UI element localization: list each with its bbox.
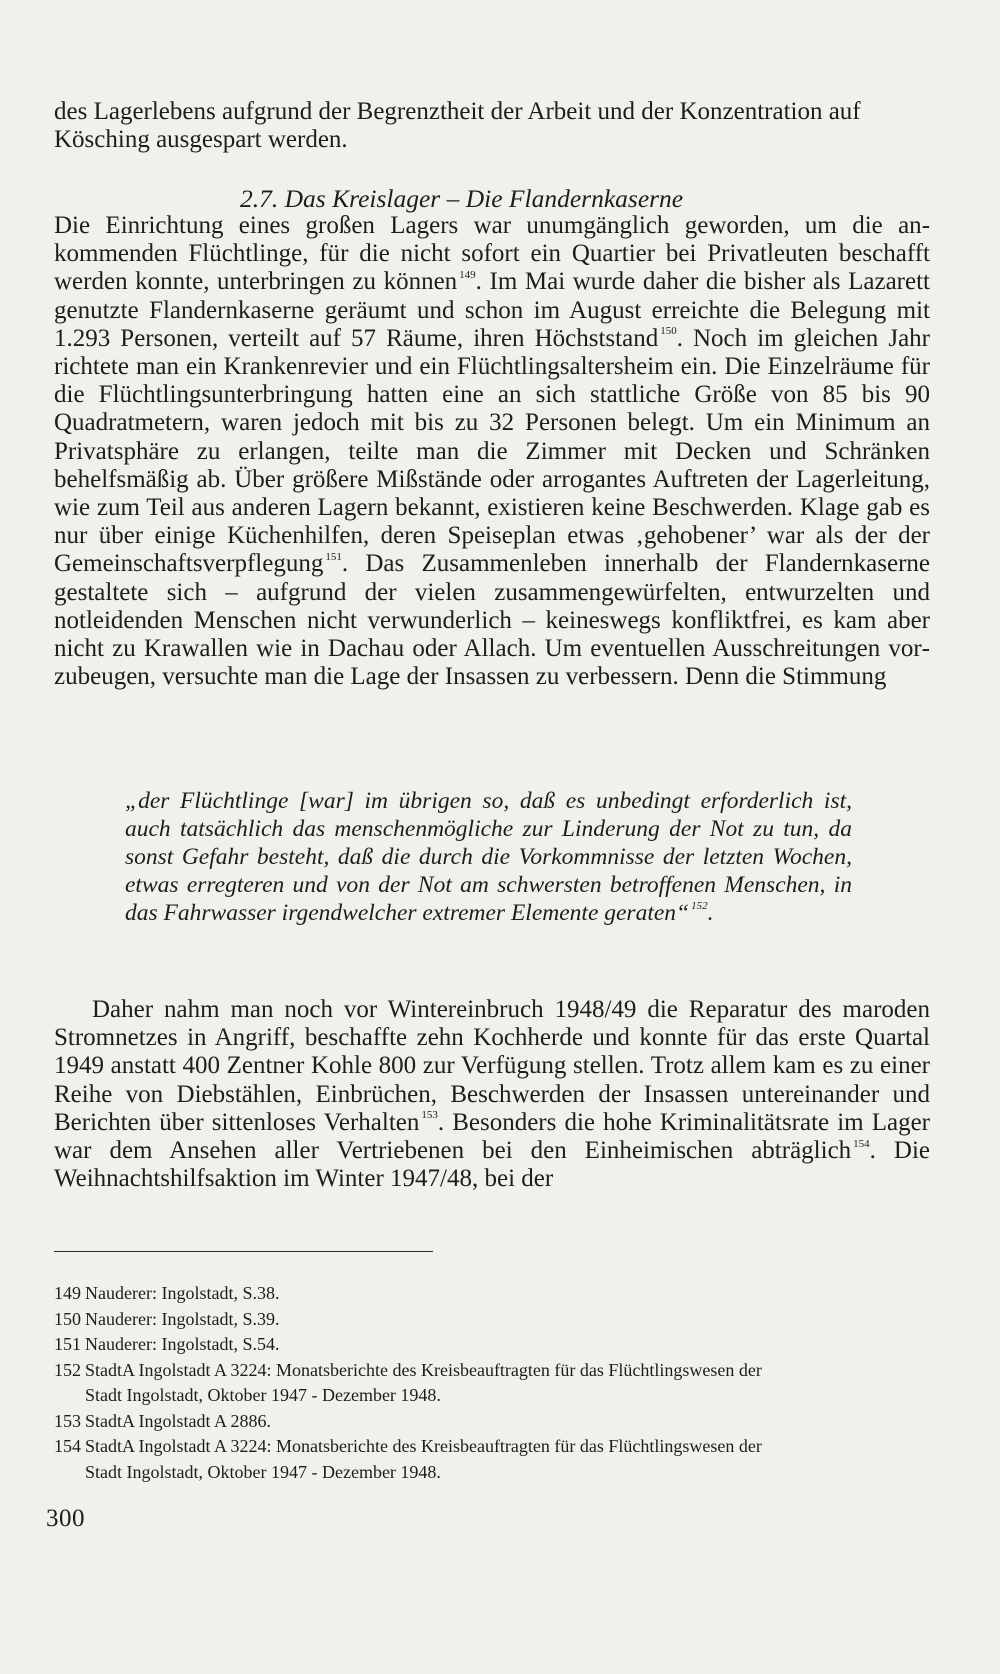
footnote-ref-150: 150 (660, 325, 677, 338)
main-text-1: Die Einrichtung eines großen Lagers war unumgänglich geworden, um die ankommenden Flüchtlinge, für die nicht sofort ein Quartier bei Privatleuten beschafft werden konnte, unterbringen zu können (54, 212, 930, 296)
continued-paragraph (54, 98, 930, 154)
footnote-item (54, 1332, 934, 1358)
block-quote (125, 787, 852, 927)
footnote-ref-154: 154 (853, 1137, 870, 1150)
following-text-1: Daher nahm man noch vor Wintereinbruch 1948/49 die Reparatur des maroden Stromnetzes in Angriff, beschaffte zehn Kochherde und konnte für das erste Quartal 1949 anstatt 400 Zentner Kohle 800 zur Verfügung stellen. Trotz allem kam es zu einer Reihe von Diebstählen, Einbrüchen, Beschwerden der Insassen untereinander und Berichten über sittenloses Verhalten (54, 996, 930, 1136)
following-text-2: . Besonders die hohe Kriminalitätsrate im Lager war dem Ansehen aller Vertriebenen bei den Einheimischen abträglich (54, 1108, 930, 1165)
footnote-number: 149 (54, 1283, 81, 1303)
continued-line-2: Kösching ausgespart werden. (54, 126, 348, 154)
footnote-divider (54, 1251, 433, 1252)
main-text-2: . Im Mai wurde daher die bisher als Lazarett genutzte Flandernkaserne geräumt und schon im August erreichte die Belegung mit 1.293 Personen, verteilt auf 57 Räume, ihren Höchststand (54, 268, 930, 352)
footnote-text: Nauderer: Ingolstadt, S.54. (85, 1334, 280, 1354)
footnote-item (54, 1409, 934, 1435)
footnote-text-continued: Stadt Ingolstadt, Oktober 1947 - Dezember 1948. (85, 1461, 441, 1482)
following-text-3: . Die Weihnachtshilfsaktion im Winter 1947/48, bei der (54, 1137, 930, 1193)
page-number: 300 (46, 1505, 85, 1532)
footnote-text: StadtA Ingolstadt A 3224: Monatsberichte des Kreisbeauftragten für das Flüchtlingswesen der (85, 1436, 762, 1456)
quote-end: . (707, 900, 714, 926)
footnote-number: 150 (54, 1308, 81, 1329)
footnote-text: StadtA Ingolstadt A 3224: Monatsberichte des Kreisbeauftragten für das Flüchtlingswesen der (85, 1359, 762, 1380)
footnote-item (54, 1307, 934, 1333)
main-text-3: . Noch im gleichen Jahr richtete man ein Krankenrevier und ein Flüchtlingsaltersheim ein. Die Einzelräume für die Flüchtlingsunterbringung hatten eine an sich stattliche Größe von 85 bis 90 Quadratmetern, waren jedoch mit bis zu 32 Personen belegt. Um ein Minimum an Privatsphäre zu erlangen, teilte man die Zimmer mit Decken und Schränken behelfsmäßig ab. Über größere Mißstände oder arrogantes Auftreten der Lagerleitung, wie zum Teil aus anderen Lagern bekannt, existieren keine Beschwerden. Klage gab es nur über einige Küchenhilfen, deren Speiseplan etwas ‚gehobener’ war als der der Gemeinschaftsverpflegung (54, 324, 930, 578)
footnote-number: 151 (54, 1334, 81, 1354)
footnote-text: StadtA Ingolstadt A 2886. (85, 1410, 272, 1431)
footnote-item (54, 1434, 934, 1485)
continued-line-1: des Lagerlebens aufgrund der Begrenztheit der Arbeit und der Konzentration auf (54, 98, 861, 125)
footnote-ref-153: 153 (421, 1109, 438, 1122)
footnote-text: Nauderer: Ingolstadt, S.38. (85, 1283, 280, 1303)
following-paragraph (54, 996, 930, 1193)
footnote-text: Nauderer: Ingolstadt, S.39. (85, 1308, 280, 1329)
footnote-ref-151: 151 (325, 551, 342, 564)
footnote-ref-149: 149 (459, 269, 476, 282)
footnote-number: 152 (54, 1359, 81, 1380)
footnote-number: 154 (54, 1436, 81, 1456)
footnote-item (54, 1281, 934, 1307)
main-text-4: . Das Zusammenleben innerhalb der Flandernkaserne gestaltete sich – aufgrund der vielen zusammengewürfelten, entwurzelten und notleidenden Menschen nicht verwunderlich – keineswegs konfliktfrei, es kam aber nicht zu Krawallen wie in Dachau oder Allach. Um eventuellen Ausschreitungen vorzubeugen, versuchte man die Lage der Insassen zu verbessern. Denn die Stimmung (54, 550, 930, 691)
footnote-text-continued: Stadt Ingolstadt, Oktober 1947 - Dezember 1948. (85, 1385, 441, 1405)
footnote-number: 153 (54, 1410, 81, 1431)
footnote-ref-152: 152 (691, 900, 708, 913)
main-paragraph (54, 212, 930, 691)
footnote-item (54, 1358, 934, 1409)
quote-text: „der Flüchtlinge [war] im übrigen so, daß es unbedingt erforderlich ist, auch tatsächlich das menschenmögliche zur Linderung der Not zu tun, da sonst Gefahr besteht, daß die durch die Vorkommnisse der letzten Wochen, etwas erregteren und von der Not am schwersten betroffenen Menschen, in das Fahrwasser irgendwelcher extremer Elemente geraten“ (125, 788, 852, 926)
footnotes (54, 1281, 934, 1485)
section-heading: 2.7. Das Kreislager – Die Flandernkaserne (240, 184, 684, 213)
